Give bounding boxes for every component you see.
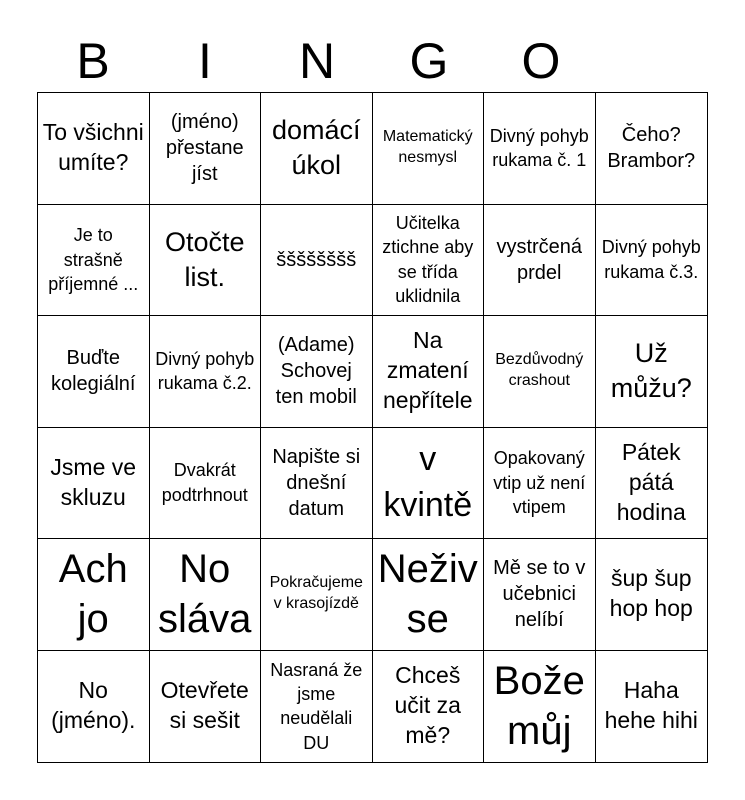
bingo-cell[interactable]: Neživ se: [373, 539, 485, 651]
bingo-cell[interactable]: v kvintě: [373, 428, 485, 540]
header-letter-n: N: [298, 33, 336, 89]
bingo-cell[interactable]: Mě se to v učebnici nelíbí: [484, 539, 596, 651]
bingo-header: [37, 30, 708, 92]
bingo-cell[interactable]: Pátek pátá hodina: [596, 428, 708, 540]
bingo-cell[interactable]: Bezdůvodný crashout: [484, 316, 596, 428]
bingo-cell[interactable]: Už můžu?: [596, 316, 708, 428]
bingo-cell[interactable]: Jsme ve skluzu: [38, 428, 150, 540]
bingo-cell[interactable]: šup šup hop hop: [596, 539, 708, 651]
bingo-cell[interactable]: Napište si dnešní datum: [261, 428, 373, 540]
bingo-cell[interactable]: Otevřete si sešit: [150, 651, 262, 763]
bingo-cell[interactable]: Otočte list.: [150, 205, 262, 317]
bingo-cell[interactable]: Opakovaný vtip už není vtipem: [484, 428, 596, 540]
bingo-cell[interactable]: Dvakrát podtrhnout: [150, 428, 262, 540]
bingo-cell[interactable]: Nasraná že jsme neudělali DU: [261, 651, 373, 763]
bingo-cell[interactable]: Je to strašně příjemné ...: [38, 205, 150, 317]
header-letter-o: O: [521, 33, 561, 89]
bingo-cell[interactable]: Ach jo: [38, 539, 150, 651]
bingo-cell[interactable]: Chceš učit za mě?: [373, 651, 485, 763]
bingo-cell[interactable]: No (jméno).: [38, 651, 150, 763]
bingo-cell[interactable]: Buďte kolegiální: [38, 316, 150, 428]
bingo-cell[interactable]: Matematický nesmysl: [373, 93, 485, 205]
bingo-cell[interactable]: Učitelka ztichne aby se třída uklidnila: [373, 205, 485, 317]
bingo-grid: [37, 92, 708, 763]
header-letter-b: B: [76, 33, 110, 89]
bingo-cell[interactable]: vystrčená prdel: [484, 205, 596, 317]
bingo-cell[interactable]: To všichni umíte?: [38, 93, 150, 205]
bingo-cell[interactable]: Pokračujeme v krasojízdě: [261, 539, 373, 651]
bingo-cell[interactable]: Haha hehe hihi: [604, 677, 698, 734]
bingo-cell[interactable]: Bože můj: [484, 651, 596, 763]
bingo-cell[interactable]: domácí úkol: [261, 93, 373, 205]
bingo-cell[interactable]: šššššššš: [261, 205, 373, 317]
bingo-cell[interactable]: (Adame) Schovej ten mobil: [261, 316, 373, 428]
bingo-cell[interactable]: (jméno) přestane jíst: [150, 93, 262, 205]
bingo-cell[interactable]: No sláva: [150, 539, 262, 651]
header-letter-i: I: [198, 33, 212, 89]
bingo-cell[interactable]: Čeho? Brambor?: [596, 93, 708, 205]
bingo-cell[interactable]: Divný pohyb rukama č. 1: [484, 93, 596, 205]
header-letter-g: G: [409, 33, 449, 89]
bingo-cell[interactable]: Na zmatení nepřítele: [373, 316, 485, 428]
bingo-cell[interactable]: Divný pohyb rukama č.2.: [150, 316, 262, 428]
bingo-cell[interactable]: Divný pohyb rukama č.3.: [596, 205, 708, 317]
